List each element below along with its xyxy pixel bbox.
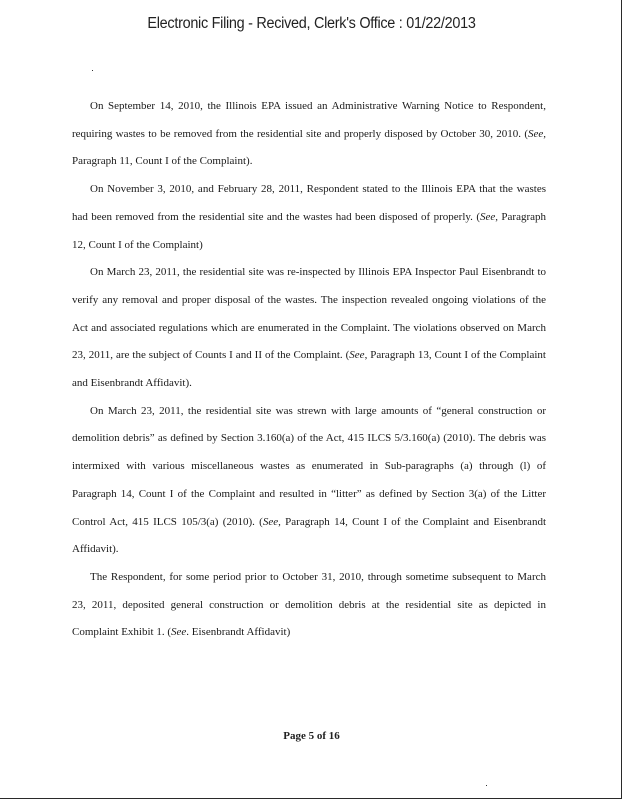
page-number-footer: Page 5 of 16 — [283, 730, 340, 742]
scan-speck — [486, 785, 487, 786]
paragraph-respondent-statement: On November 3, 2010, and February 28, 2011, Respondent stated to the Illinois EPA that the wastes had been removed from the residential site and the wastes had been disposed of properly. (See, Paragraph 12, Count I of the Complaint) — [72, 183, 546, 251]
paragraph-warning-notice: On September 14, 2010, the Illinois EPA issued an Administrative Warning Notice to Respondent, requiring wastes to be removed from the residential site and properly disposed by October 30, 2010. (See, Paragraph 11, Count I of the Complaint). — [72, 100, 546, 168]
filing-stamp-header: Electronic Filing - Recived, Clerk's Office : 01/22/2013 — [147, 15, 476, 32]
scan-speck — [92, 70, 93, 71]
paragraph-debris: On March 23, 2011, the residential site was strewn with large amounts of “general construction or demolition debris” as defined by Section 3.160(a) of the Act, 415 ILCS 5/3.160(a) (2010). The debris was intermixed with various miscellaneous wastes as enumerated in Sub-paragraphs (a) through (l) of Paragraph 14, Count I of the Complaint and resulted in “litter” as defined by Section 3(a) of the Litter Control Act, 415 ILCS 105/3(a) (2010). (See, Paragraph 14, Count I of the Complaint and Eisenbrandt Affidavit). — [72, 404, 546, 556]
paragraph-reinspection: On March 23, 2011, the residential site was re-inspected by Illinois EPA Inspector Paul Eisenbrandt to verify any removal and proper disposal of the wastes. The inspection revealed ongoing violations of the Act and associated regulations which are enumerated in the Complaint. The violations observed on March 23, 2011, are the subject of Counts I and II of the Complaint. (See, Paragraph 13, Count I of the Complaint and Eisenbrandt Affidavit). — [72, 266, 546, 390]
document-body — [72, 93, 546, 647]
paragraph-deposit: The Respondent, for some period prior to October 31, 2010, through sometime subsequent to March 23, 2011, deposited general construction or demolition debris at the residential site as depicted in Complaint Exhibit 1. (See. Eisenbrandt Affidavit) — [72, 570, 546, 639]
